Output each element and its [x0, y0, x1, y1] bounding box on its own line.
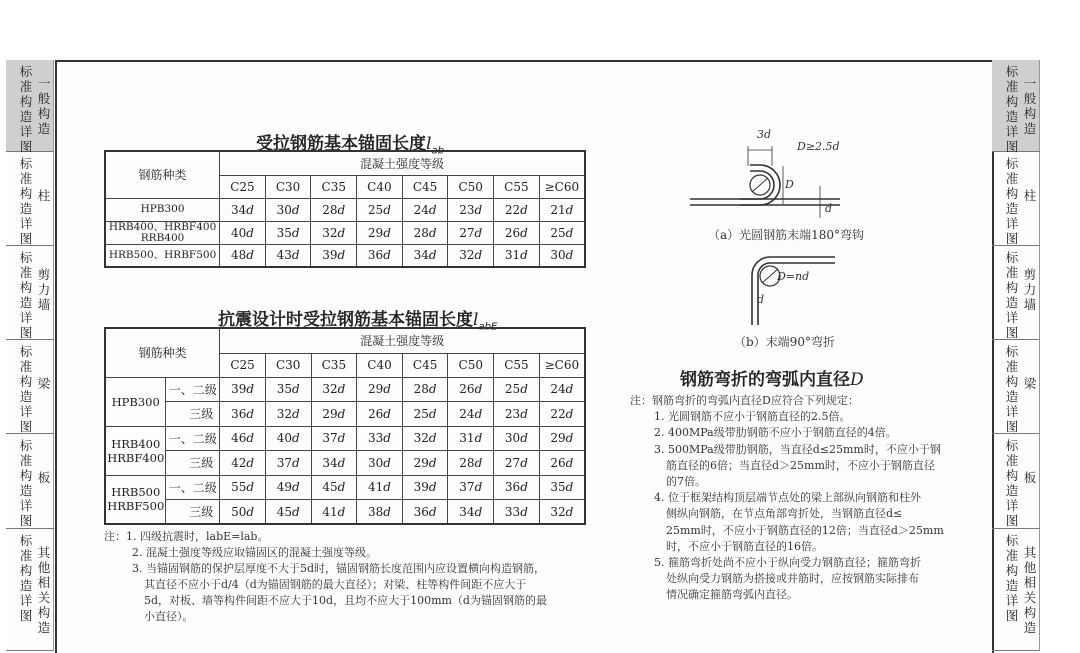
- note-line: 4. 位于框架结构顶层端节点处的梁上部纵向钢筋和柱外: [654, 491, 921, 505]
- table-row: [105, 475, 585, 500]
- value-cell: 36d: [220, 402, 266, 427]
- value-cell: 28d: [448, 451, 494, 476]
- note-line: 注：钢筋弯折的弯弧内直径D应符合下列规定：: [630, 394, 859, 407]
- value-cell: 25d: [402, 402, 448, 427]
- tab-label-standard: 标准构造详图: [19, 250, 33, 340]
- value-cell: 25d: [357, 198, 403, 221]
- grade-header: C50: [448, 353, 494, 377]
- table-row: [105, 198, 585, 221]
- value-cell: 38d: [357, 500, 403, 525]
- right-tab-5[interactable]: [992, 529, 1040, 651]
- bend-90-diagram: [740, 250, 840, 330]
- value-cell: 35d: [265, 221, 311, 244]
- note-line: 注：1. 四级抗震时，labE=lab。: [104, 530, 269, 543]
- note-line: 其直径不应小于d/4（d为锚固钢筋的最大直径）；对梁、柱等构件间距不应大于: [144, 578, 527, 591]
- value-cell: 36d: [402, 500, 448, 525]
- table2-row-header: 钢筋种类: [105, 328, 220, 377]
- value-cell: 49d: [265, 475, 311, 500]
- label-d-min: D≥2.5d: [797, 140, 840, 153]
- value-cell: 42d: [220, 451, 266, 476]
- note-line: 25mm时，不应小于钢筋直径的12倍；当直径d＞25mm: [666, 523, 944, 537]
- value-cell: 24d: [539, 377, 585, 402]
- seismic-level-cell: 一、二级: [166, 377, 220, 402]
- value-cell: 37d: [311, 426, 357, 451]
- seismic-level-cell: 三级: [166, 451, 220, 476]
- value-cell: 37d: [265, 451, 311, 476]
- left-tab-5[interactable]: [6, 529, 54, 651]
- left-section-tabs: [6, 60, 54, 651]
- value-cell: 29d: [357, 377, 403, 402]
- value-cell: 30d: [357, 451, 403, 476]
- tab-label-standard: 标准构造详图: [1005, 438, 1019, 528]
- note-line: 处纵向受力钢筋为搭接或并筋时，应按钢筋实际排布: [666, 572, 919, 586]
- note-line: 5. 箍筋弯折处尚不应小于纵向受力钢筋直径；箍筋弯折: [654, 556, 921, 570]
- grade-header: C25: [220, 175, 266, 198]
- label-bar-d: d: [825, 202, 833, 215]
- tab-label-standard: 标准构造详图: [1005, 533, 1019, 623]
- right-tab-2[interactable]: [992, 246, 1040, 340]
- tab-label-standard: 标准构造详图: [1005, 344, 1019, 434]
- value-cell: 32d: [448, 244, 494, 267]
- label-side-d: D: [785, 178, 794, 191]
- value-cell: 43d: [265, 244, 311, 267]
- value-cell: 29d: [539, 426, 585, 451]
- note-line: 3. 当锚固钢筋的保护层厚度不大于5d时，锚固钢筋长度范围内应设置横向构造钢筋，: [132, 562, 546, 575]
- note-line: 的7倍。: [666, 475, 706, 489]
- tab-label-section: 柱: [1023, 187, 1037, 203]
- right-tab-1[interactable]: [992, 152, 1040, 246]
- value-cell: 33d: [494, 500, 540, 525]
- value-cell: 40d: [220, 221, 266, 244]
- value-cell: 37d: [448, 475, 494, 500]
- tab-label-section: 剪力墙: [37, 266, 51, 312]
- grade-header: C25: [220, 353, 266, 377]
- value-cell: 24d: [448, 402, 494, 427]
- note-line: 3. 500MPa级带肋钢筋，当直径d≤25mm时，不应小于钢: [654, 442, 941, 456]
- value-cell: 32d: [311, 221, 357, 244]
- table-row: [105, 221, 585, 244]
- tab-label-section: 梁: [37, 375, 51, 391]
- left-tab-4[interactable]: [6, 434, 54, 529]
- note-line: 时，不应小于钢筋直径的16倍。: [666, 539, 823, 553]
- value-cell: 25d: [539, 221, 585, 244]
- table1-row-header: 钢筋种类: [105, 151, 220, 198]
- bend-diameter-title: 钢筋弯折的弯弧内直径D: [680, 370, 864, 390]
- right-tab-0[interactable]: [992, 60, 1040, 152]
- anchorage-length-table: [104, 150, 586, 268]
- table-row: [105, 377, 585, 402]
- grade-header: C55: [494, 353, 540, 377]
- table-row: [105, 402, 585, 427]
- value-cell: 50d: [220, 500, 266, 525]
- value-cell: 32d: [265, 402, 311, 427]
- steel-type-cell: HRB500、HRBF500: [105, 244, 220, 267]
- value-cell: 29d: [311, 402, 357, 427]
- grade-header: C45: [402, 175, 448, 198]
- value-cell: 55d: [220, 475, 266, 500]
- note-line: 1. 光圆钢筋不应小于钢筋直径的2.5倍。: [654, 410, 851, 424]
- table-row: [105, 451, 585, 476]
- grade-header: C40: [357, 353, 403, 377]
- tab-label-standard: 标准构造详图: [1005, 250, 1019, 340]
- tab-label-section: 一般构造: [37, 76, 51, 136]
- value-cell: 30d: [539, 244, 585, 267]
- value-cell: 32d: [402, 426, 448, 451]
- bend-diameter-notes: [630, 393, 944, 604]
- seismic-anchorage-length-table: [104, 327, 586, 525]
- value-cell: 26d: [494, 221, 540, 244]
- tab-label-standard: 标准构造详图: [19, 344, 33, 434]
- steel-type-cell: HPB300: [105, 198, 220, 221]
- table-row: [105, 426, 585, 451]
- value-cell: 30d: [494, 426, 540, 451]
- value-cell: 30d: [265, 198, 311, 221]
- grade-header: C55: [494, 175, 540, 198]
- steel-type-cell: HRB400 HRBF400: [105, 426, 166, 475]
- value-cell: 29d: [357, 221, 403, 244]
- tab-label-section: 板: [1023, 470, 1037, 485]
- note-line: 小直径）。: [144, 610, 194, 623]
- grade-header: C40: [357, 175, 403, 198]
- value-cell: 27d: [448, 221, 494, 244]
- table2-group-header: 混凝土强度等级: [220, 328, 585, 353]
- grade-header: ≥C60: [539, 353, 585, 377]
- left-tab-3[interactable]: [6, 340, 54, 434]
- value-cell: 28d: [311, 198, 357, 221]
- value-cell: 25d: [494, 377, 540, 402]
- value-cell: 24d: [402, 198, 448, 221]
- grade-header: C30: [265, 353, 311, 377]
- tab-label-section: 梁: [1023, 375, 1037, 391]
- table-row: [105, 500, 585, 525]
- tab-label-standard: 标准构造详图: [19, 533, 33, 623]
- tab-label-section: 其他相关构造: [1023, 545, 1037, 635]
- note-line: 2. 混凝土强度等级应取锚固区的混凝土强度等级。: [132, 546, 377, 559]
- value-cell: 31d: [448, 426, 494, 451]
- value-cell: 33d: [357, 426, 403, 451]
- value-cell: 29d: [402, 451, 448, 476]
- tab-label-standard: 标准构造详图: [19, 156, 33, 246]
- note-line: 侧纵向钢筋，在节点角部弯折处，当钢筋直径d≤: [666, 507, 903, 521]
- grade-header: C45: [402, 353, 448, 377]
- anchorage-notes: [104, 529, 547, 625]
- note-line: 2. 400MPa级带肋钢筋不应小于钢筋直径的4倍。: [654, 426, 897, 440]
- seismic-level-cell: 一、二级: [166, 475, 220, 500]
- right-tab-3[interactable]: [992, 340, 1040, 434]
- value-cell: 27d: [494, 451, 540, 476]
- tab-label-section: 一般构造: [1023, 76, 1037, 136]
- hook-180-diagram: [680, 126, 880, 226]
- tab-label-section: 柱: [37, 187, 51, 203]
- label-3d: 3d: [757, 128, 772, 141]
- value-cell: 32d: [311, 377, 357, 402]
- tab-label-standard: 标准构造详图: [1005, 156, 1019, 246]
- steel-type-cell: HPB300: [105, 377, 166, 426]
- tab-label-section: 其他相关构造: [37, 545, 51, 635]
- table1-group-header: 混凝土强度等级: [220, 151, 585, 175]
- tab-label-standard: 标准构造详图: [1005, 64, 1019, 154]
- tab-label-section: 剪力墙: [1023, 266, 1037, 312]
- note-line: 情况确定箍筋弯弧内直径。: [666, 588, 798, 602]
- value-cell: 45d: [265, 500, 311, 525]
- seismic-level-cell: 三级: [166, 402, 220, 427]
- value-cell: 41d: [357, 475, 403, 500]
- value-cell: 32d: [539, 500, 585, 525]
- value-cell: 36d: [494, 475, 540, 500]
- right-section-tabs: [992, 60, 1040, 651]
- value-cell: 45d: [311, 475, 357, 500]
- value-cell: 35d: [539, 475, 585, 500]
- value-cell: 36d: [357, 244, 403, 267]
- table1-title: 受拉钢筋基本锚固长度$l_{ab}$: [256, 134, 444, 157]
- left-tab-1[interactable]: [6, 152, 54, 246]
- value-cell: 28d: [402, 221, 448, 244]
- value-cell: 22d: [539, 402, 585, 427]
- value-cell: 28d: [402, 377, 448, 402]
- steel-type-cell: HRB500 HRBF500: [105, 475, 166, 524]
- label-d-nd: D=nd: [777, 270, 810, 283]
- tab-label-standard: 标准构造详图: [19, 438, 33, 528]
- value-cell: 34d: [220, 198, 266, 221]
- grade-header: C35: [311, 175, 357, 198]
- note-line: 5d，对板、墙等构件间距不应大于10d，且均不应大于100mm（d为锚固钢筋的最: [144, 594, 547, 607]
- value-cell: 40d: [265, 426, 311, 451]
- value-cell: 23d: [494, 402, 540, 427]
- value-cell: 35d: [265, 377, 311, 402]
- value-cell: 22d: [494, 198, 540, 221]
- caption-a: （a）光圆钢筋末端180°弯钩: [708, 228, 865, 242]
- grade-header: C30: [265, 175, 311, 198]
- value-cell: 31d: [494, 244, 540, 267]
- value-cell: 39d: [220, 377, 266, 402]
- tab-label-standard: 标准构造详图: [19, 64, 33, 154]
- value-cell: 46d: [220, 426, 266, 451]
- note-line: 筋直径的6倍；当直径d＞25mm时，不应小于钢筋直径: [666, 458, 935, 472]
- value-cell: 26d: [357, 402, 403, 427]
- value-cell: 48d: [220, 244, 266, 267]
- value-cell: 41d: [311, 500, 357, 525]
- caption-b: （b）末端90°弯折: [734, 335, 835, 349]
- left-tab-0[interactable]: [6, 60, 54, 152]
- value-cell: 26d: [539, 451, 585, 476]
- table-row: [105, 244, 585, 267]
- left-tab-2[interactable]: [6, 246, 54, 340]
- value-cell: 23d: [448, 198, 494, 221]
- value-cell: 34d: [448, 500, 494, 525]
- value-cell: 26d: [448, 377, 494, 402]
- grade-header: ≥C60: [539, 175, 585, 198]
- value-cell: 21d: [539, 198, 585, 221]
- value-cell: 34d: [402, 244, 448, 267]
- right-tab-4[interactable]: [992, 434, 1040, 529]
- steel-type-cell: HRB400、HRBF400 RRB400: [105, 221, 220, 244]
- seismic-level-cell: 一、二级: [166, 426, 220, 451]
- seismic-level-cell: 三级: [166, 500, 220, 525]
- label-bar-d-b: d: [757, 293, 765, 306]
- table2-title: 抗震设计时受拉钢筋基本锚固长度$l_{abE}$: [218, 310, 498, 333]
- tab-label-section: 板: [37, 470, 51, 485]
- value-cell: 34d: [311, 451, 357, 476]
- value-cell: 39d: [402, 475, 448, 500]
- value-cell: 39d: [311, 244, 357, 267]
- grade-header: C35: [311, 353, 357, 377]
- grade-header: C50: [448, 175, 494, 198]
